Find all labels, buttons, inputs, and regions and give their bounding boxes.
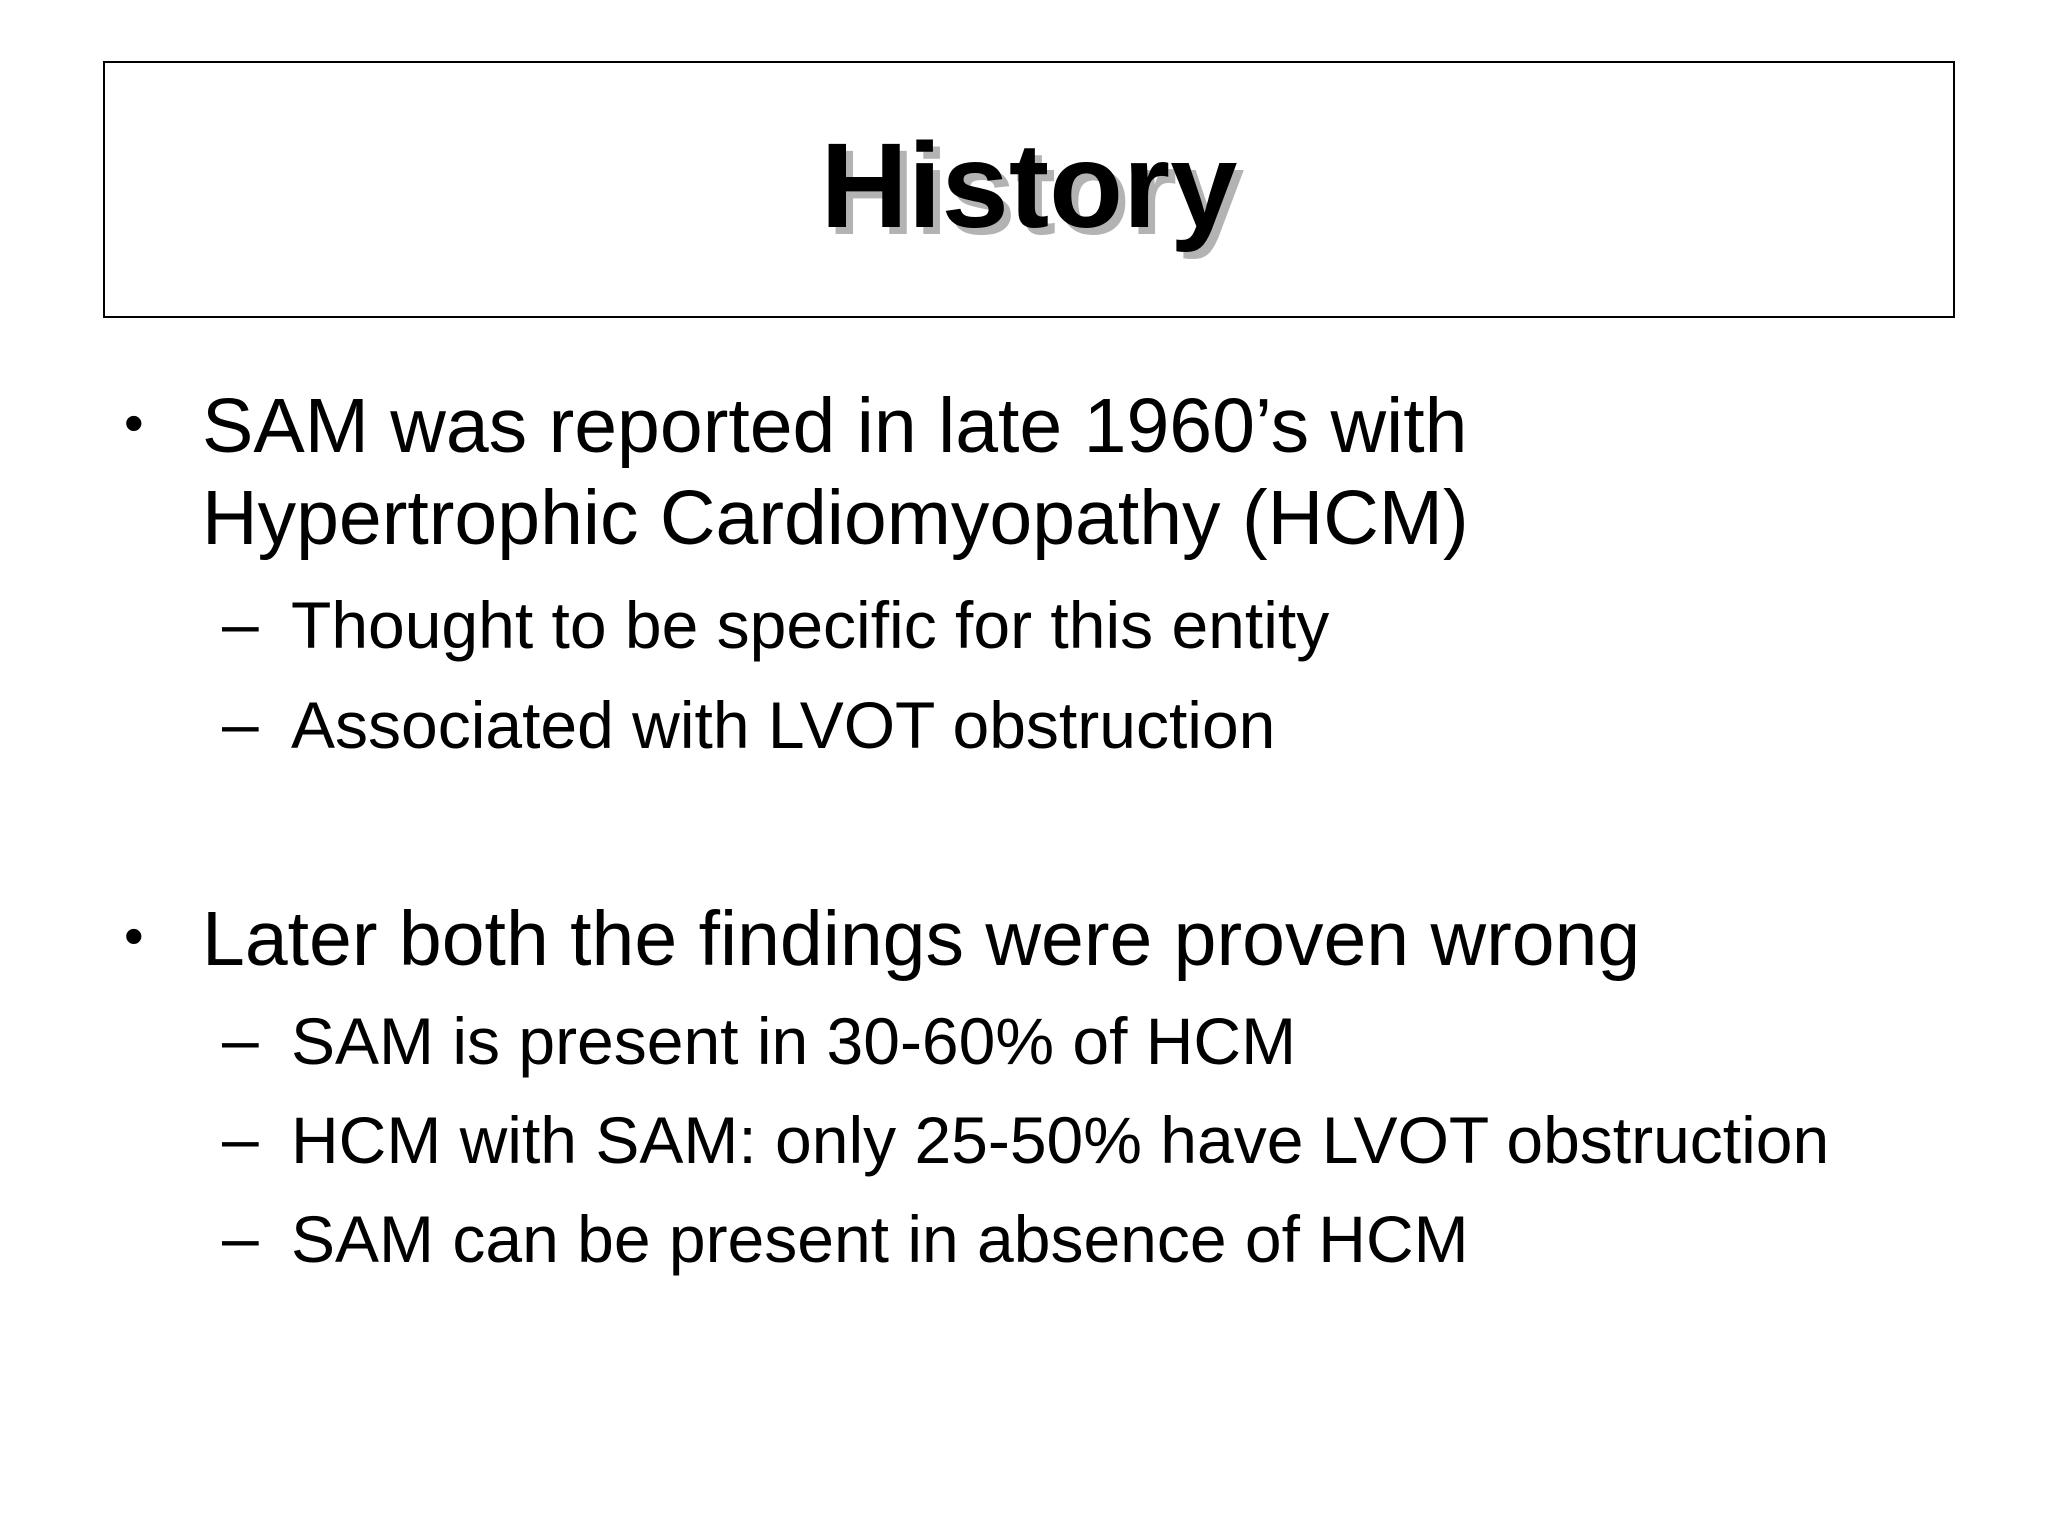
sub-bullet-marker: –	[222, 1200, 259, 1274]
slide-title: History	[820, 117, 1238, 253]
bullet-marker: •	[124, 904, 144, 967]
sub-bullet-text: HCM with SAM: only 25-50% have LVOT obstruction	[291, 1103, 1830, 1177]
sub-bullet-marker: –	[222, 586, 259, 660]
sub-bullet-marker: –	[222, 1002, 259, 1076]
title-box	[103, 61, 1955, 318]
sub-bullet-text: Thought to be specific for this entity	[291, 588, 1330, 662]
sub-bullet-marker: –	[222, 686, 259, 760]
bullet-marker: •	[124, 391, 144, 454]
sub-bullet-text: Associated with LVOT obstruction	[291, 688, 1276, 762]
sub-bullet-marker: –	[222, 1101, 259, 1175]
bullet-text-line: Hypertrophic Cardiomyopathy (HCM)	[202, 475, 1469, 561]
sub-bullet-text: SAM is present in 30-60% of HCM	[291, 1004, 1297, 1078]
bullet-text-line: SAM was reported in late 1960’s with	[202, 383, 1468, 469]
bullet-text-line: Later both the findings were proven wrong	[202, 896, 1641, 982]
sub-bullet-text: SAM can be present in absence of HCM	[291, 1202, 1469, 1276]
